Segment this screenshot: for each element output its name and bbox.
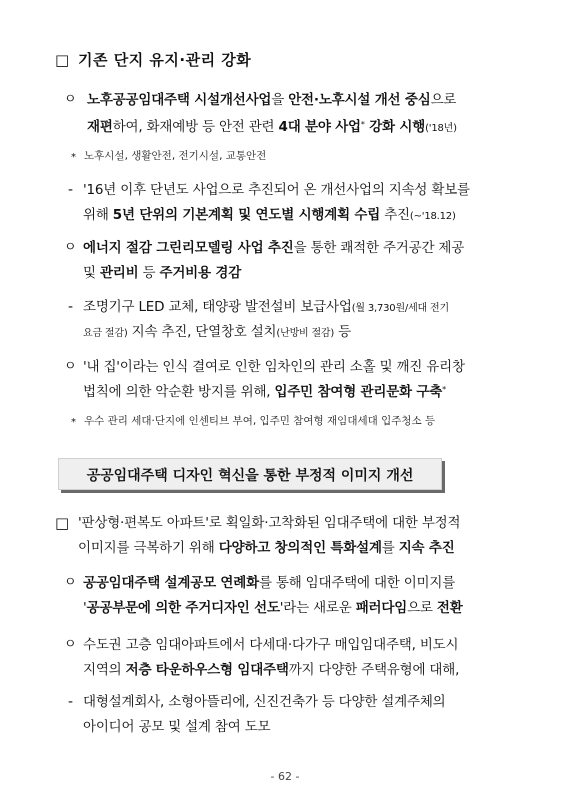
circle-bullet: ㅇ: [64, 637, 77, 652]
paragraph-line: '공공부문에 의한 주거디자인 선도'라는 새로운 패러다임으로 전환: [83, 600, 463, 616]
paragraph-line: 수도권 고층 임대아파트에서 다세대·다가구 매입임대주택, 비도시: [83, 637, 459, 653]
paragraph-line: '판상형·편복도 아파트'로 획일화·고착화된 임대주택에 대한 부정적: [78, 515, 461, 531]
paragraph-line: 아이디어 공모 및 설계 참여 도모: [83, 719, 271, 735]
circle-bullet: ㅇ: [64, 240, 77, 255]
paragraph-line: '16년 이후 단년도 사업으로 추진되어 온 개선사업의 지속성 확보를: [83, 182, 470, 198]
asterisk-bullet: *: [71, 152, 76, 163]
paragraph-line: 지역의 저층 타운하우스형 임대주택까지 다양한 주택유형에 대해,: [83, 662, 460, 678]
section-banner: [58, 458, 442, 490]
footnote: 우수 관리 세대·단지에 인센티브 부여, 입주민 참여형 재임대세대 입주청소 등: [84, 415, 436, 427]
paragraph-line: 조명기구 LED 교체, 태양광 발전설비 보급사업(월 3,730원/세대 전기: [83, 299, 449, 315]
asterisk-bullet: *: [71, 417, 76, 428]
paragraph-line: 대형설계회사, 소형아뜰리에, 신진건축가 등 다양한 설계주체의: [83, 694, 446, 710]
paragraph-line: 공공임대주택 설계공모 연례화를 통해 임대주택에 대한 이미지를: [83, 575, 456, 591]
dash-bullet: -: [68, 299, 74, 315]
paragraph-line: 위해 5년 단위의 기본계획 및 연도별 시행계획 수립 추진(~'18.12): [83, 207, 456, 223]
paragraph-line: 요금 절감) 지속 추진, 단열창호 설치(난방비 절감) 등: [83, 324, 352, 340]
paragraph-line: 노후공공임대주택 시설개선사업을 안전·노후시설 개선 중심으로: [87, 92, 457, 108]
paragraph-line: '내 집'이라는 인식 결여로 인한 임차인의 관리 소홀 및 깨진 유리창: [83, 359, 465, 375]
dash-bullet: -: [68, 182, 74, 198]
square-bullet: □: [55, 514, 70, 532]
paragraph-line: 재편하여, 화재예방 등 안전 관련 4대 분야 사업* 강화 시행('18년): [87, 119, 457, 135]
dash-bullet: -: [68, 694, 74, 710]
section-heading: 기존 단지 유지·관리 강화: [78, 51, 252, 69]
paragraph-line: 법칙에 의한 악순환 방지를 위해, 입주민 참여형 관리문화 구축*: [83, 384, 446, 400]
circle-bullet: ㅇ: [64, 92, 77, 107]
footnote: 노후시설, 생활안전, 전기시설, 교통안전: [84, 150, 267, 162]
paragraph-line: 이미지를 극복하기 위해 다양하고 창의적인 특화설계를 지속 추진: [78, 540, 455, 556]
paragraph-line: 에너지 절감 그린리모델링 사업 추진을 통한 쾌적한 주거공간 제공: [83, 240, 465, 256]
paragraph-line: 및 관리비 등 주거비용 경감: [83, 265, 242, 281]
circle-bullet: ㅇ: [64, 359, 77, 374]
square-bullet: □: [55, 51, 70, 69]
section-banner-title: 공공임대주택 디자인 혁신을 통한 부정적 이미지 개선: [86, 468, 414, 484]
circle-bullet: ㅇ: [64, 575, 77, 590]
page-number: - 62 -: [270, 770, 300, 783]
